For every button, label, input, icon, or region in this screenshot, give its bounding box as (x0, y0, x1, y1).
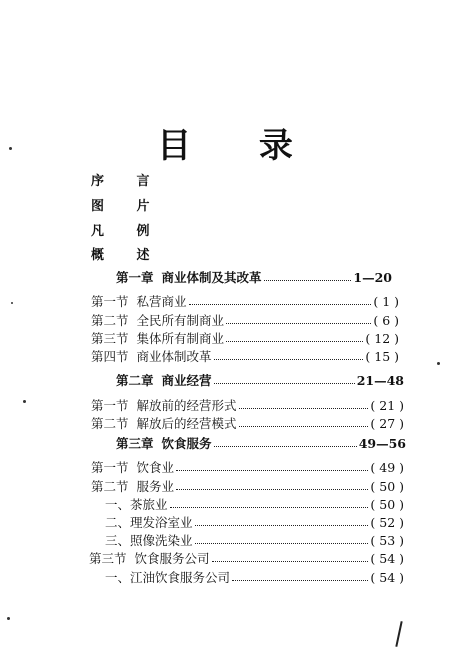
subsection-title: 理发浴室业 (130, 515, 193, 530)
subsection-number: 一、 (105, 497, 131, 512)
chapter-number: 第三章 (116, 436, 154, 451)
section-title: 解放前的经营形式 (136, 398, 237, 413)
chapter-title: 商业经营 (161, 373, 212, 388)
section-number: 第一节 (91, 294, 129, 309)
leader-dots (264, 273, 352, 282)
page-number: ( 1 ) (373, 294, 399, 309)
leader-dots (239, 401, 369, 410)
subsection-title: 茶旅业 (130, 497, 168, 512)
section-entry (91, 329, 399, 347)
section-entry (91, 292, 399, 310)
scan-speck (11, 302, 13, 304)
leader-dots (189, 297, 372, 306)
chapter-entry (116, 371, 404, 389)
page-number: ( 27 ) (370, 416, 404, 431)
subsection-entry (105, 495, 404, 513)
scan-speck (23, 400, 26, 403)
section-entry (91, 311, 399, 329)
section-entry (91, 458, 404, 476)
section-number: 第一节 (91, 460, 129, 475)
section-entry (89, 549, 404, 567)
scan-speck (7, 617, 10, 620)
pen-mark (395, 621, 402, 647)
page-title: 目 录 (157, 126, 321, 166)
section-number: 第一节 (91, 398, 129, 413)
leader-dots (170, 500, 369, 509)
subsection-number: 三、 (105, 533, 131, 548)
section-number: 第二节 (91, 479, 129, 494)
page-range: 21—48 (356, 373, 404, 388)
subsection-title: 照像洗染业 (130, 533, 193, 548)
page-number: ( 54 ) (370, 551, 404, 566)
page-number: ( 54 ) (370, 570, 404, 585)
front-matter-item: 凡 例 (91, 224, 164, 239)
front-matter-item: 概 述 (91, 248, 164, 263)
subsection-number: 二、 (105, 515, 131, 530)
subsection-title: 江油饮食服务公司 (130, 570, 231, 585)
page-number: ( 12 ) (365, 331, 399, 346)
front-matter-item: 序 言 (91, 174, 164, 189)
subsection-entry (105, 568, 404, 586)
leader-dots (212, 554, 369, 563)
section-number: 第二节 (91, 416, 129, 431)
section-number: 第二节 (91, 313, 129, 328)
page-number: ( 50 ) (370, 479, 404, 494)
leader-dots (195, 518, 369, 527)
page-number: ( 50 ) (370, 497, 404, 512)
section-title: 全民所有制商业 (136, 313, 225, 328)
subsection-entry (105, 531, 404, 549)
chapter-title: 商业体制及其改革 (161, 270, 262, 285)
section-title: 商业体制改革 (136, 349, 212, 364)
subsection-entry (105, 513, 404, 531)
front-matter-item: 图 片 (91, 199, 164, 214)
page-number: ( 49 ) (370, 460, 404, 475)
section-title: 服务业 (136, 479, 175, 494)
scan-speck (9, 147, 12, 150)
section-entry (91, 414, 404, 432)
section-entry (91, 347, 399, 365)
leader-dots (214, 439, 357, 448)
chapter-entry (116, 434, 406, 452)
leader-dots (239, 419, 369, 428)
page-range: 1—20 (353, 270, 392, 285)
section-number: 第三节 (91, 331, 129, 346)
leader-dots (232, 573, 368, 582)
page-number: ( 53 ) (370, 533, 404, 548)
chapter-number: 第一章 (116, 270, 154, 285)
section-number: 第三节 (89, 551, 127, 566)
leader-dots (226, 334, 363, 343)
chapter-number: 第二章 (116, 373, 154, 388)
leader-dots (214, 352, 364, 361)
section-entry (91, 477, 404, 495)
section-title: 饮食服务公司 (134, 551, 210, 566)
page-number: ( 15 ) (365, 349, 399, 364)
leader-dots (214, 376, 355, 385)
page-range: 49—56 (358, 436, 406, 451)
section-title: 饮食业 (136, 460, 175, 475)
section-title: 解放后的经营模式 (136, 416, 237, 431)
leader-dots (226, 316, 371, 325)
section-number: 第四节 (91, 349, 129, 364)
leader-dots (176, 463, 368, 472)
leader-dots (195, 536, 369, 545)
page-number: ( 52 ) (370, 515, 404, 530)
section-title: 私营商业 (136, 294, 187, 309)
section-title: 集体所有制商业 (136, 331, 225, 346)
scan-speck (437, 362, 440, 365)
chapter-entry (116, 268, 392, 286)
subsection-number: 一、 (105, 570, 131, 585)
chapter-title: 饮食服务 (161, 436, 212, 451)
page-number: ( 21 ) (370, 398, 404, 413)
section-entry (91, 396, 404, 414)
page-number: ( 6 ) (373, 313, 399, 328)
leader-dots (176, 482, 368, 491)
